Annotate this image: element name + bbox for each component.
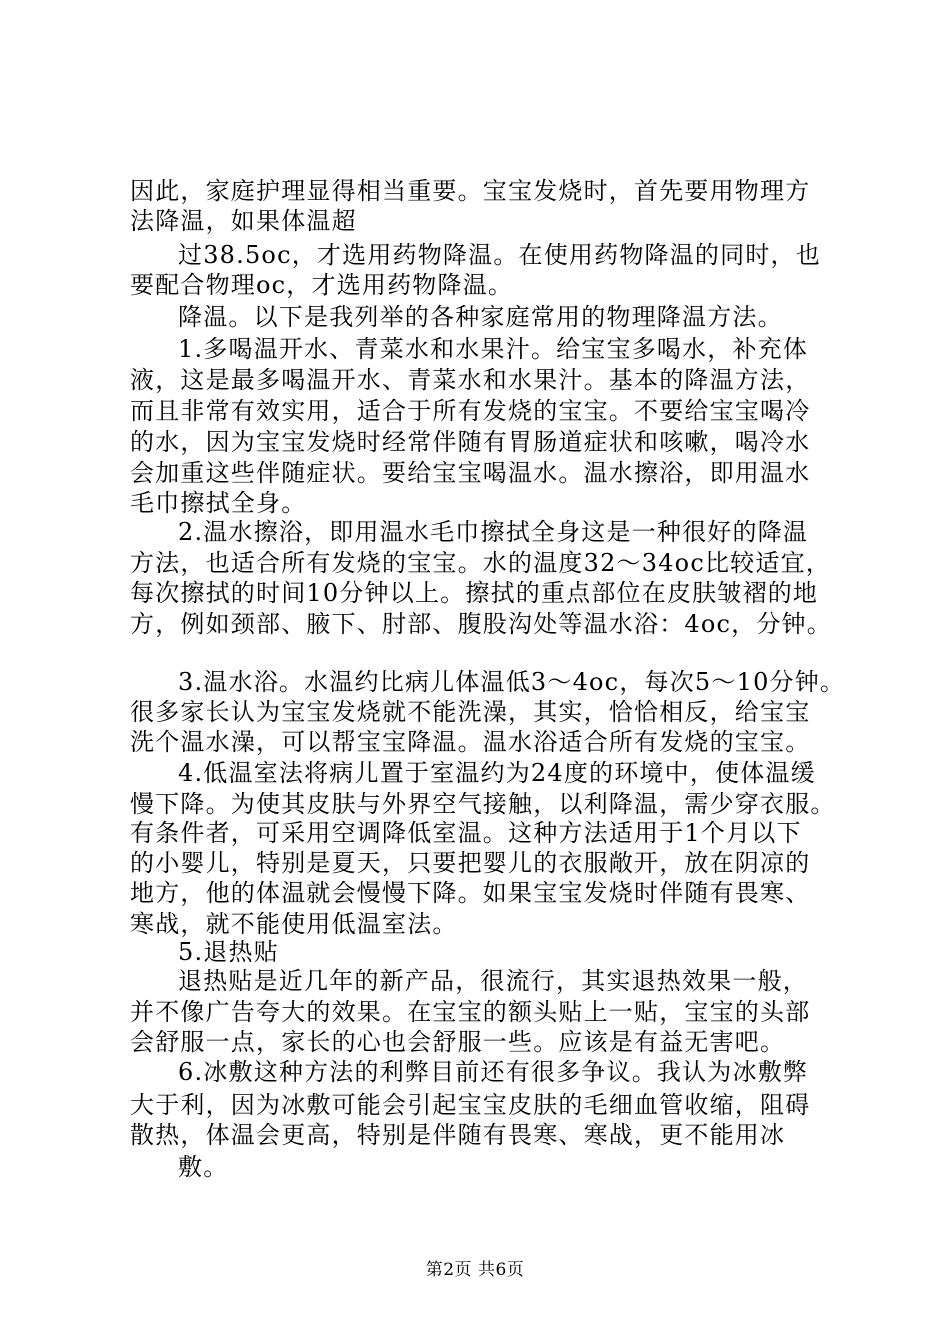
text-line: 毛巾擦拭全身。 [130,489,307,517]
text-line: 6.冰敷这种方法的利弊目前还有很多争议。我认为冰敷弊 [178,1058,809,1086]
text-line: 很多家长认为宝宝发烧就不能洗澡，其实，恰恰相反，给宝宝 [130,698,811,726]
text-line: 1.多喝温开水、青菜水和水果汁。给宝宝多喝水，补充体 [178,335,809,363]
text-line: 寒战，就不能使用低温室法。 [130,910,458,938]
text-line: 大于利，因为冰敷可能会引起宝宝皮肤的毛细血管收缩，阻碍 [130,1091,811,1119]
text-line: 并不像广告夸大的效果。在宝宝的额头贴上一贴，宝宝的头部 [130,998,811,1026]
text-line: 散热，体温会更高，特别是伴随有畏寒、寒战，更不能用冰 [130,1121,786,1149]
text-line: 每次擦拭的时间10分钟以上。擦拭的重点部位在皮肤皱褶的地 [130,579,819,607]
text-line: 会加重这些伴随症状。要给宝宝喝温水。温水擦浴，即用温水 [130,459,811,487]
text-line: 2.温水擦浴，即用温水毛巾擦拭全身这是一种很好的降温 [178,518,809,546]
text-line: 退热贴是近几年的新产品，很流行，其实退热效果一般， [178,967,808,995]
text-line: 敷。 [178,1153,229,1181]
text-line: 过38.5oc，才选用药物降温。在使用药物降温的同时，也 [178,241,821,269]
text-line: 的水，因为宝宝发烧时经常伴随有胃肠道症状和咳嗽，喝冷水 [130,428,811,456]
text-line: 方，例如颈部、腋下、肘部、腹股沟处等温水浴：4oc，分钟。 [130,610,832,638]
text-line: 的小婴儿，特别是夏天，只要把婴儿的衣服敞开，放在阴凉的 [130,849,811,877]
text-line: 洗个温水澡，可以帮宝宝降温。温水浴适合所有发烧的宝宝。 [130,728,811,756]
page-number-footer: 第2页 共6页 [425,1260,525,1280]
text-line: 降温。以下是我列举的各种家庭常用的物理降温方法。 [178,303,783,331]
text-line: 液，这是最多喝温开水、青菜水和水果汁。基本的降温方法， [130,366,811,394]
text-line: 法降温，如果体温超 [130,207,357,235]
text-line: 地方，他的体温就会慢慢下降。如果宝宝发烧时伴随有畏寒、 [130,879,811,907]
text-line: 3.温水浴。水温约比病儿体温低3～4oc，每次5～10分钟。 [178,668,846,696]
text-line: 因此，家庭护理显得相当重要。宝宝发烧时，首先要用物理方 [130,177,811,205]
text-line: 会舒服一点，家长的心也会舒服一些。应该是有益无害吧。 [130,1028,786,1056]
text-line: 方法，也适合所有发烧的宝宝。水的温度32～34oc比较适宜， [130,549,831,577]
text-line: 慢下降。为使其皮肤与外界空气接触，以利降温，需少穿衣服。 [130,790,836,818]
text-line: 5.退热贴 [178,938,279,966]
text-line: 有条件者，可采用空调降低室温。这种方法适用于1个月以下 [130,819,802,847]
text-line: 4.低温室法将病儿置于室温约为24度的环境中，使体温缓 [178,759,816,787]
text-line: 要配合物理oc，才选用药物降温。 [130,271,514,299]
text-line: 而且非常有效实用，适合于所有发烧的宝宝。不要给宝宝喝冷 [130,397,811,425]
